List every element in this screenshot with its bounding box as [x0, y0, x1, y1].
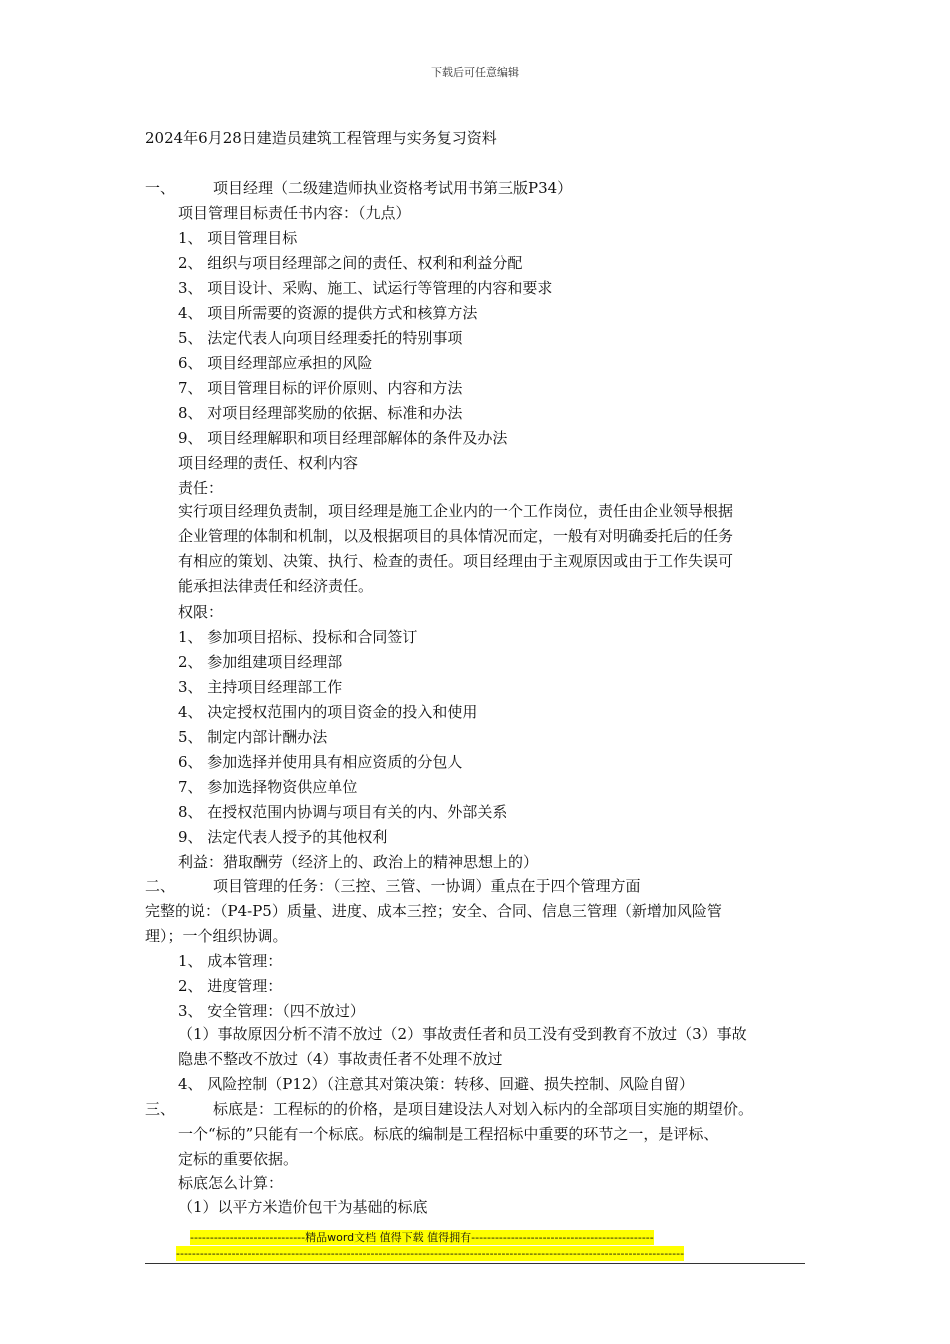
paragraph-line: 理）；一个组织协调。 — [145, 927, 288, 945]
list-item: （1）以平方米造价包干为基础的标底 — [178, 1198, 428, 1216]
list-item: 8、 对项目经理部奖励的依据、标准和办法 — [178, 404, 463, 422]
section-2-heading — [145, 875, 641, 896]
list-item: 2、 进度管理： — [178, 977, 283, 995]
list-item: 7、 项目管理目标的评价原则、内容和方法 — [178, 379, 463, 397]
header-note: 下载后可任意编辑 — [431, 66, 519, 79]
section-number: 二、 — [145, 877, 176, 895]
list-item: 6、 参加选择并使用具有相应资质的分包人 — [178, 753, 463, 771]
list-item: 1、 参加项目招标、投标和合同签订 — [178, 628, 418, 646]
subheading: 项目管理目标责任书内容：（九点） — [178, 204, 411, 222]
section-title: 标底是：工程标的的价格，是项目建设法人对划入标内的全部项目实施的期望价。 — [213, 1100, 754, 1118]
section-title: 项目经理（二级建造师执业资格考试用书第三版P34） — [213, 179, 573, 197]
list-item: 5、 制定内部计酬办法 — [178, 728, 328, 746]
list-item: 1、 成本管理： — [178, 952, 283, 970]
list-item: 4、 项目所需要的资源的提供方式和核算方法 — [178, 304, 478, 322]
section-3-heading — [145, 1098, 753, 1119]
list-item: 3、 项目设计、采购、施工、试运行等管理的内容和要求 — [178, 279, 553, 297]
paragraph-line: 实行项目经理负责制，项目经理是施工企业内的一个工作岗位，责任由企业领导根据 — [178, 502, 734, 520]
list-item: 5、 法定代表人向项目经理委托的特别事项 — [178, 329, 463, 347]
section-1-heading — [145, 177, 572, 198]
section-number: 三、 — [145, 1100, 176, 1118]
list-item: 3、 主持项目经理部工作 — [178, 678, 343, 696]
footer-banner: -----------------------------精品word文档 值得下载 值得拥有---------------------------------------------- — [190, 1231, 654, 1244]
label: 责任： — [178, 479, 224, 497]
paragraph-line: 有相应的策划、决策、执行、检查的责任。项目经理由于主观原因或由于工作失误可 — [178, 552, 734, 570]
list-item: 3、 安全管理：（四不放过） — [178, 1002, 365, 1020]
footer-divider — [145, 1263, 805, 1264]
list-item: 6、 项目经理部应承担的风险 — [178, 354, 373, 372]
list-item: 4、 风险控制（P12）（注意其对策决策：转移、回避、损失控制、风险自留） — [178, 1075, 694, 1093]
label: 标底怎么计算： — [178, 1174, 284, 1192]
paragraph-line: 完整的说：（P4-P5）质量、进度、成本三控；安全、合同、信息三管理（新增加风险管 — [145, 902, 722, 920]
list-item: 2、 参加组建项目经理部 — [178, 653, 343, 671]
footer-dashes: -------------------------------------------------------------------------------------------------------------------------------- — [176, 1247, 685, 1260]
subheading: 项目经理的责任、权利内容 — [178, 454, 359, 472]
paragraph-line: 一个“标的”只能有一个标底。标底的编制是工程招标中重要的环节之一，是评标、 — [178, 1125, 719, 1143]
paragraph-line: 隐患不整改不放过（4）事故责任者不处理不放过 — [178, 1050, 503, 1068]
document-title: 2024年6月28日建造员建筑工程管理与实务复习资料 — [145, 129, 497, 147]
list-item: 9、 法定代表人授予的其他权利 — [178, 828, 388, 846]
list-item: 2、 组织与项目经理部之间的责任、权利和利益分配 — [178, 254, 523, 272]
paragraph-line: 企业管理的体制和机制，以及根据项目的具体情况而定，一般有对明确委托后的任务 — [178, 527, 734, 545]
label: 权限： — [178, 603, 224, 621]
list-item: 9、 项目经理解职和项目经理部解体的条件及办法 — [178, 429, 508, 447]
paragraph-line: 能承担法律责任和经济责任。 — [178, 577, 374, 595]
list-item: 4、 决定授权范围内的项目资金的投入和使用 — [178, 703, 478, 721]
paragraph-line: 定标的重要依据。 — [178, 1150, 299, 1168]
paragraph-line: 利益：猎取酬劳（经济上的、政治上的精神思想上的） — [178, 853, 539, 871]
section-title: 项目管理的任务：（三控、三管、一协调）重点在于四个管理方面 — [213, 877, 641, 895]
paragraph-line: （1）事故原因分析不清不放过（2）事故责任者和员工没有受到教育不放过（3）事故 — [178, 1025, 747, 1043]
list-item: 8、 在授权范围内协调与项目有关的内、外部关系 — [178, 803, 508, 821]
list-item: 1、 项目管理目标 — [178, 229, 298, 247]
list-item: 7、 参加选择物资供应单位 — [178, 778, 358, 796]
section-number: 一、 — [145, 179, 176, 197]
